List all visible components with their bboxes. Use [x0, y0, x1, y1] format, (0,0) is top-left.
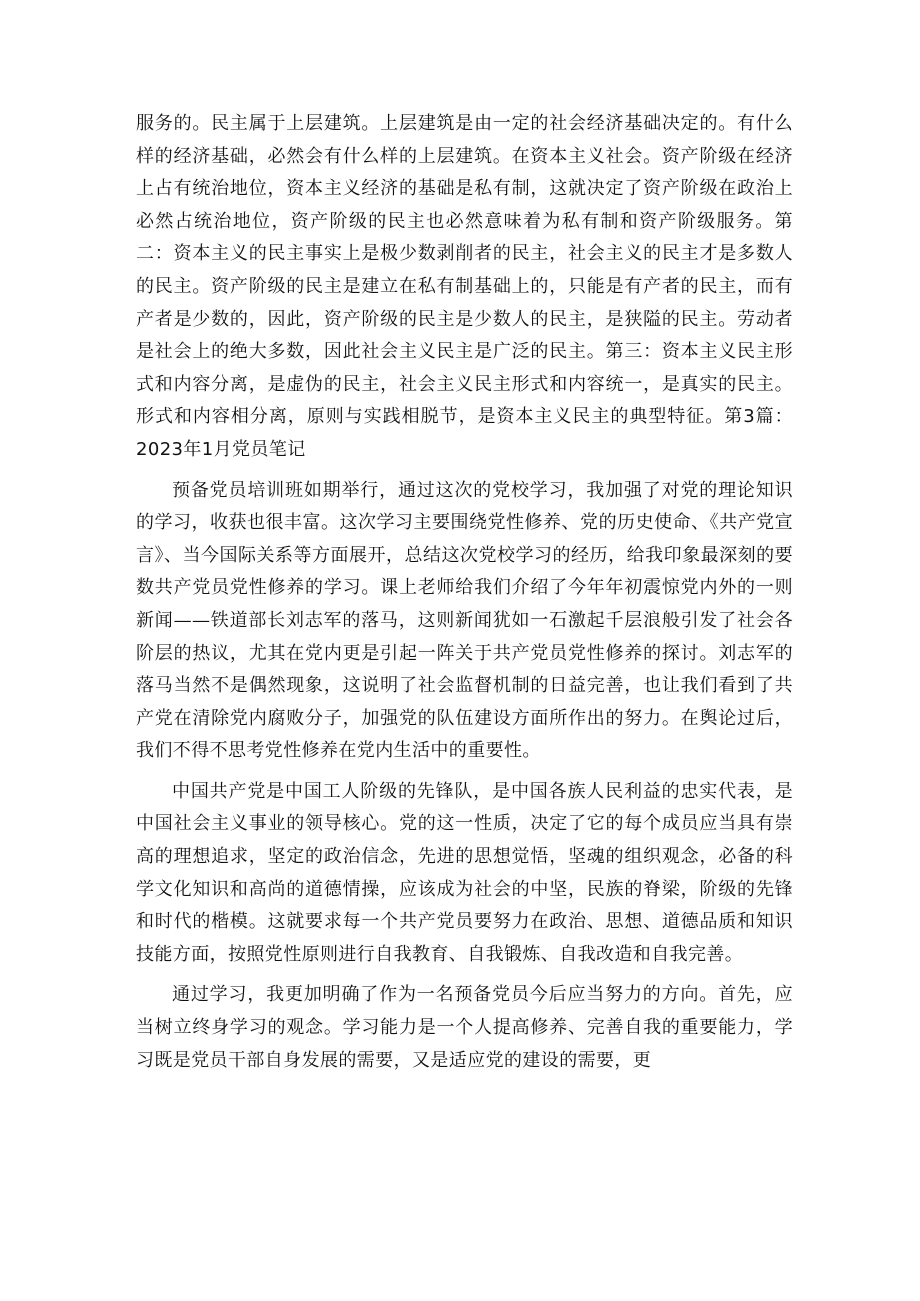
paragraph-direction: 通过学习，我更加明确了作为一名预备党员今后应当努力的方向。首先，应当树立终身学习的观念。学习能力是一个人提高修养、完善自我的重要能力，学习既是党员干部自身发展的需要，又是适应党的建设的需要，更 — [136, 984, 793, 1071]
document-body — [136, 108, 793, 1077]
section-heading: 第3篇：2023年1月党员笔记 — [136, 406, 793, 460]
paragraph-continued — [136, 108, 793, 467]
paragraph-training: 预备党员培训班如期举行，通过这次的党校学习，我加强了对党的理论知识的学习，收获也很丰富。这次学习主要围绕党性修养、党的历史使命、《共产党宣言》、当今国际关系等方面展开，总结这次党校学习的经历，给我印象最深刻的要数共产党员党性修养的学习。课上老师给我们介绍了今年年初震惊党内外的一则新闻——铁道部长刘志军的落马，这则新闻犹如一石激起千层浪般引发了社会各阶层的热议，尤其在党内更是引起一阵关于共产党员党性修养的探讨。刘志军的落马当然不是偶然现象，这说明了社会监督机制的日益完善，也让我们看到了共产党在清除党内腐败分子，加强党的队伍建设方面所作出的努力。在舆论过后，我们不得不思考党性修养在党内生活中的重要性。 — [136, 479, 793, 762]
paragraph-1-text: 服务的。民主属于上层建筑。上层建筑是由一定的社会经济基础决定的。有什么样的经济基础，必然会有什么样的上层建筑。在资本主义社会。资产阶级在经济上占有统治地位，资本主义经济的基础是私有制，这就决定了资产阶级在政治上必然占统治地位，资产阶级的民主也必然意味着为私有制和资产阶级服务。第二：资本主义的民主事实上是极少数剥削者的民主，社会主义的民主才是多数人的民主。资产阶级的民主是建立在私有制基础上的，只能是有产者的民主，而有产者是少数的，因此，资产阶级的民主是少数人的民主，是狭隘的民主。劳动者是社会上的绝大多数，因此社会主义民主是广泛的民主。第三：资本主义民主形式和内容分离，是虚伪的民主，社会主义民主形式和内容统一，是真实的民主。形式和内容相分离，原则与实践相脱节，是资本主义民主的典型特征。 — [136, 113, 793, 428]
paragraph-party-nature: 中国共产党是中国工人阶级的先锋队，是中国各族人民利益的忠实代表，是中国社会主义事业的领导核心。党的这一性质，决定了它的每个成员应当具有崇高的理想追求，坚定的政治信念，先进的思想觉悟，坚魂的组织观念，必备的科学文化知识和高尚的道德情操，应该成为社会的中坚，民族的脊梁，阶级的先锋和时代的楷模。这就要求每一个共产党员要努力在政治、思想、道德品质和知识技能方面，按照党性原则进行自我教育、自我锻炼、自我改造和自我完善。 — [136, 780, 793, 965]
